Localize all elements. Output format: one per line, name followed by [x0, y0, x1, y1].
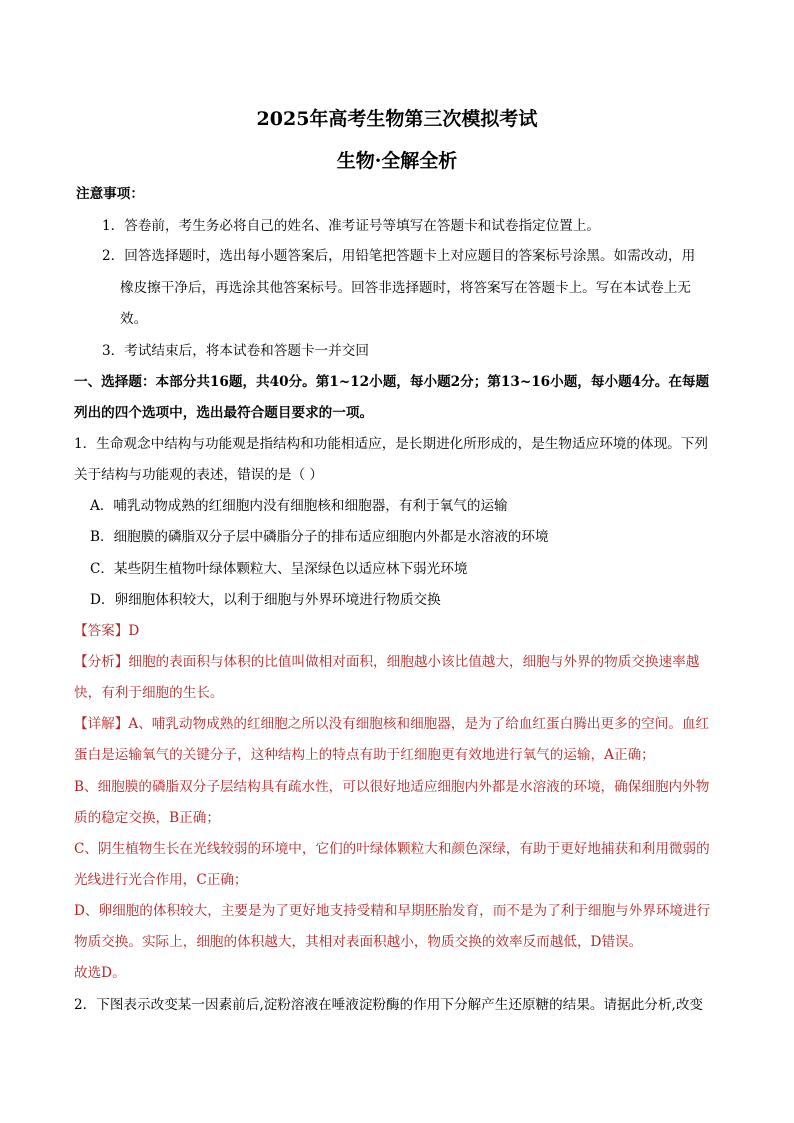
- notes-item-2: 2．回答选择题时，选出每小题答案后，用铅笔把答题卡上对应题目的答案标号涂黑。如需改动，用: [102, 248, 696, 264]
- q1-conclusion: 故选D。: [74, 965, 126, 981]
- answer-value: D: [128, 623, 140, 639]
- analysis-text: 细胞的表面积与体积的比值叫做相对面积，细胞越小该比值越大，细胞与外界的物质交换速率越: [128, 654, 700, 670]
- q1-option-d: D．卵细胞体积较大，以利于细胞与外界环境进行物质交换: [90, 592, 441, 608]
- q1-option-a: A．哺乳动物成熟的红细胞内没有细胞核和细胞器，有利于氧气的运输: [90, 498, 508, 514]
- q1-detail-line-8: 物质交换。实际上，细胞的体积越大，其相对表面积越小，物质交换的效率反而越低，D错误。: [74, 934, 643, 950]
- answer-tag: 【答案】: [74, 623, 129, 639]
- q1-detail-line-3: B、细胞膜的磷脂双分子层结构具有疏水性，可以很好地适应细胞内外都是水溶液的环境，确保细胞内外物: [74, 779, 710, 795]
- notes-item-3: 3．考试结束后，将本试卷和答题卡一并交回: [102, 343, 369, 359]
- q1-detail-line-1: [74, 715, 709, 733]
- detail-tag: 【详解】: [74, 716, 129, 732]
- section-heading-line-2: 列出的四个选项中，选出最符合题目要求的一项。: [74, 405, 374, 421]
- q2-stem-line-1: 2．下图表示改变某一因素前后,淀粉溶液在唾液淀粉酶的作用下分解产生还原糖的结果。请据此分析,改变: [74, 997, 704, 1013]
- q1-stem-line-1: 1．生命观念中结构与功能观是指结构和功能相适应，是长期进化所形成的，是生物适应环境的体现。下列: [74, 436, 708, 452]
- q1-detail-line-5: C、阴生植物生长在光线较弱的环境中，它们的叶绿体颗粒大和颜色深绿，有助于更好地捕获和利用微弱的: [74, 841, 710, 857]
- q1-detail-line-2: 蛋白是运输氧气的关键分子，这种结构上的特点有助于红细胞更有效地进行氧气的运输，A正确；: [74, 747, 655, 763]
- q1-detail-line-4: 质的稳定交换，B正确；: [74, 810, 220, 826]
- q1-option-c: C．某些阴生植物叶绿体颗粒大、呈深绿色以适应林下弱光环境: [90, 561, 468, 577]
- q1-option-b: B．细胞膜的磷脂双分子层中磷脂分子的排布适应细胞内外都是水溶液的环境: [90, 529, 549, 545]
- q1-stem-line-2: 关于结构与功能观的表述，错误的是（ ）: [74, 467, 324, 483]
- q1-answer: [74, 622, 139, 640]
- q1-analysis-line-2: 快，有利于细胞的生长。: [74, 685, 224, 701]
- notes-item-1: 1．答卷前，考生务必将自己的姓名、准考证号等填写在答题卡和试卷指定位置上。: [102, 218, 601, 234]
- notes-item-2-cont: 橡皮擦干净后，再选涂其他答案标号。回答非选择题时，将答案写在答题卡上。写在本试卷上无: [120, 280, 691, 296]
- analysis-tag: 【分析】: [74, 654, 129, 670]
- document-subtitle: 生物·全解全析: [336, 150, 458, 172]
- notes-heading: 注意事项：: [76, 186, 144, 202]
- notes-item-2-end: 效。: [120, 311, 148, 327]
- q1-analysis-line-1: [74, 653, 699, 671]
- q1-detail-line-6: 光线进行光合作用，C正确；: [74, 872, 248, 888]
- q1-detail-line-7: D、卵细胞的体积较大，主要是为了更好地支持受精和早期胚胎发育，而不是为了利于细胞与外界环境进行: [74, 903, 711, 919]
- detail-text: A、哺乳动物成熟的红细胞之所以没有细胞核和细胞器，是为了给血红蛋白腾出更多的空间。血红: [128, 716, 710, 732]
- document-title: 2025年高考生物第三次模拟考试: [256, 108, 538, 130]
- section-heading-line-1: 一、选择题：本部分共16题，共40分。第1~12小题，每小题2分；第13~16小题，每小题4分。在每题: [74, 374, 710, 390]
